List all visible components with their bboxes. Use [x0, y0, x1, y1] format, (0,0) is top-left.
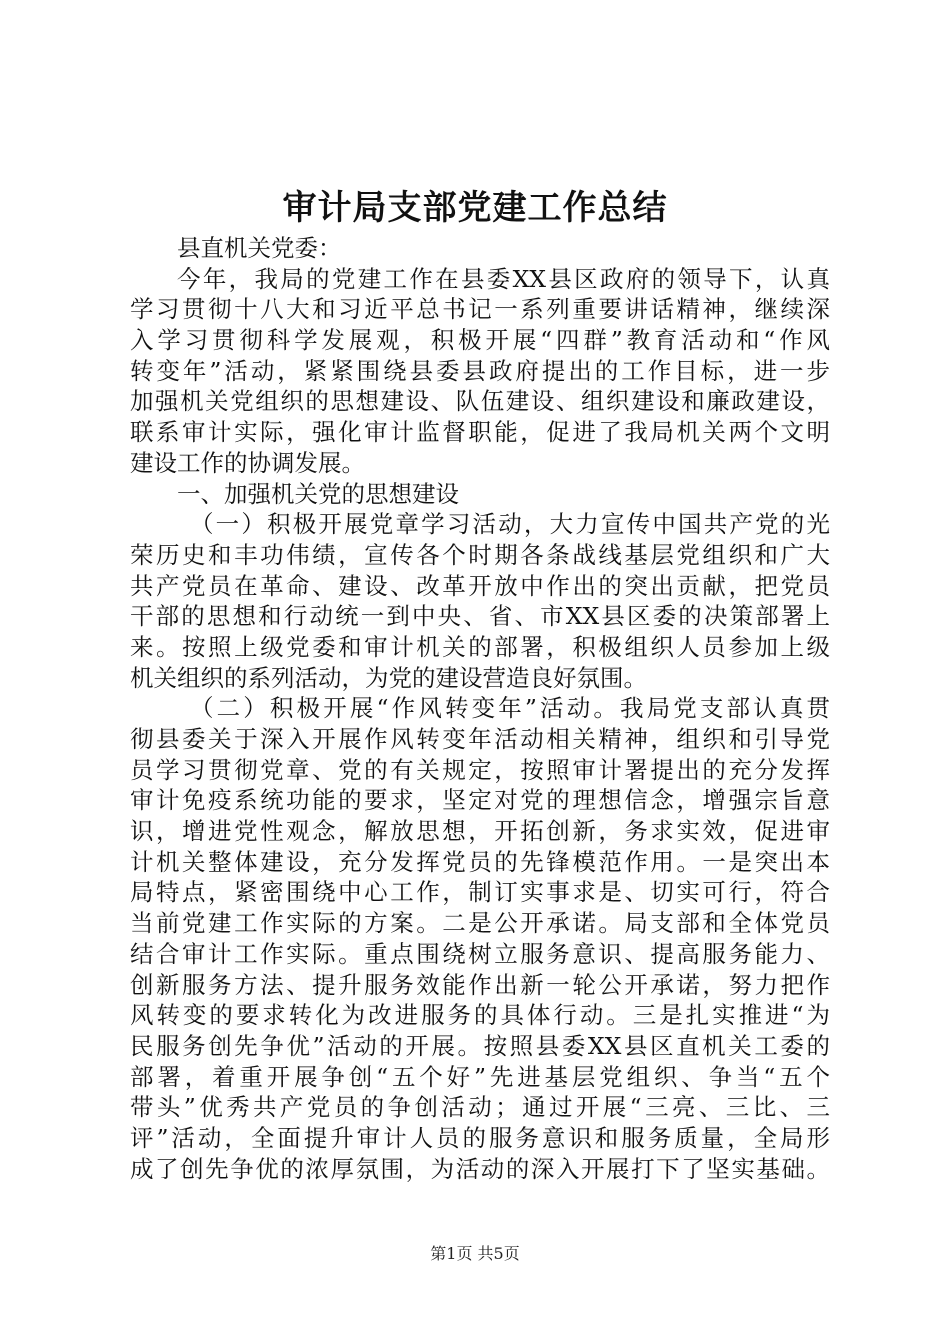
- paragraph-line: 建设工作的协调发展。: [130, 448, 365, 477]
- paragraph-line: 员学习贯彻党章、党的有关规定，按照审计署提出的充分发挥: [130, 755, 830, 784]
- paragraph-line: 彻县委关于深入开展作风转变年活动相关精神，组织和引导党: [130, 725, 830, 753]
- section-heading: 一、加强机关党的思想建设: [177, 479, 459, 508]
- paragraph-line: 审计免疫系统功能的要求，坚定对党的理想信念，增强宗旨意: [130, 786, 830, 815]
- paragraph-line: 计机关整体建设，充分发挥党员的先锋模范作用。一是突出本: [130, 847, 830, 876]
- paragraph-line: （一）积极开展党章学习活动，大力宣传中国共产党的光: [190, 510, 830, 539]
- paragraph-line: 加强机关党组织的思想建设、队伍建设、组织建设和廉政建设，: [130, 387, 830, 416]
- paragraph-line: 当前党建工作实际的方案。二是公开承诺。局支部和全体党员: [130, 909, 830, 938]
- paragraph-line: 联系审计实际，强化审计监督职能，促进了我局机关两个文明: [130, 418, 830, 447]
- paragraph-line: 转变年”活动，紧紧围绕县委县政府提出的工作目标，进一步: [130, 356, 830, 385]
- salutation-line: 县直机关党委：: [177, 234, 342, 262]
- paragraph-line: 成了创先争优的浓厚氛围，为活动的深入开展打下了坚实基础。: [130, 1154, 830, 1183]
- paragraph-line: 干部的思想和行动统一到中央、省、市XX县区委的决策部署上: [130, 602, 830, 631]
- paragraph-line: 来。按照上级党委和审计机关的部署，积极组织人员参加上级: [130, 632, 830, 661]
- paragraph-line: 荣历史和丰功伟绩，宣传各个时期各条战线基层党组织和广大: [130, 540, 830, 569]
- paragraph-line: 创新服务方法、提升服务效能作出新一轮公开承诺，努力把作: [130, 970, 830, 999]
- paragraph-line: 结合审计工作实际。重点围绕树立服务意识、提高服务能力、: [130, 939, 830, 968]
- paragraph-line: 风转变的要求转化为改进服务的具体行动。三是扎实推进“为: [130, 1001, 830, 1030]
- document-body: [130, 233, 830, 1184]
- paragraph-line: 部署，着重开展争创“五个好”先进基层党组织、争当“五个: [130, 1062, 830, 1091]
- paragraph-line: 入学习贯彻科学发展观，积极开展“四群”教育活动和“作风: [130, 326, 830, 355]
- paragraph-line: 评”活动，全面提升审计人员的服务意识和服务质量，全局形: [130, 1123, 830, 1152]
- paragraph-line: 民服务创先争优”活动的开展。按照县委XX县区直机关工委的: [130, 1031, 830, 1060]
- paragraph-line: 共产党员在革命、建设、改革开放中作出的突出贡献，把党员: [130, 571, 830, 600]
- paragraph-line: 带头”优秀共产党员的争创活动；通过开展“三亮、三比、三: [130, 1093, 830, 1122]
- paragraph-line: （二）积极开展“作风转变年”活动。我局党支部认真贯: [190, 694, 830, 723]
- document-title: 审计局支部党建工作总结: [282, 188, 668, 228]
- paragraph-line: 局特点，紧密围绕中心工作，制订实事求是、切实可行，符合: [130, 878, 830, 907]
- page-number-footer: 第1页 共5页: [430, 1244, 520, 1263]
- paragraph-line: 今年，我局的党建工作在县委XX县区政府的领导下，认真: [177, 264, 830, 293]
- paragraph-line: 识，增进党性观念，解放思想，开拓创新，务求实效，促进审: [130, 817, 830, 846]
- paragraph-line: 机关组织的系列活动，为党的建设营造良好氛围。: [130, 663, 647, 692]
- paragraph-line: 学习贯彻十八大和习近平总书记一系列重要讲话精神，继续深: [130, 295, 830, 324]
